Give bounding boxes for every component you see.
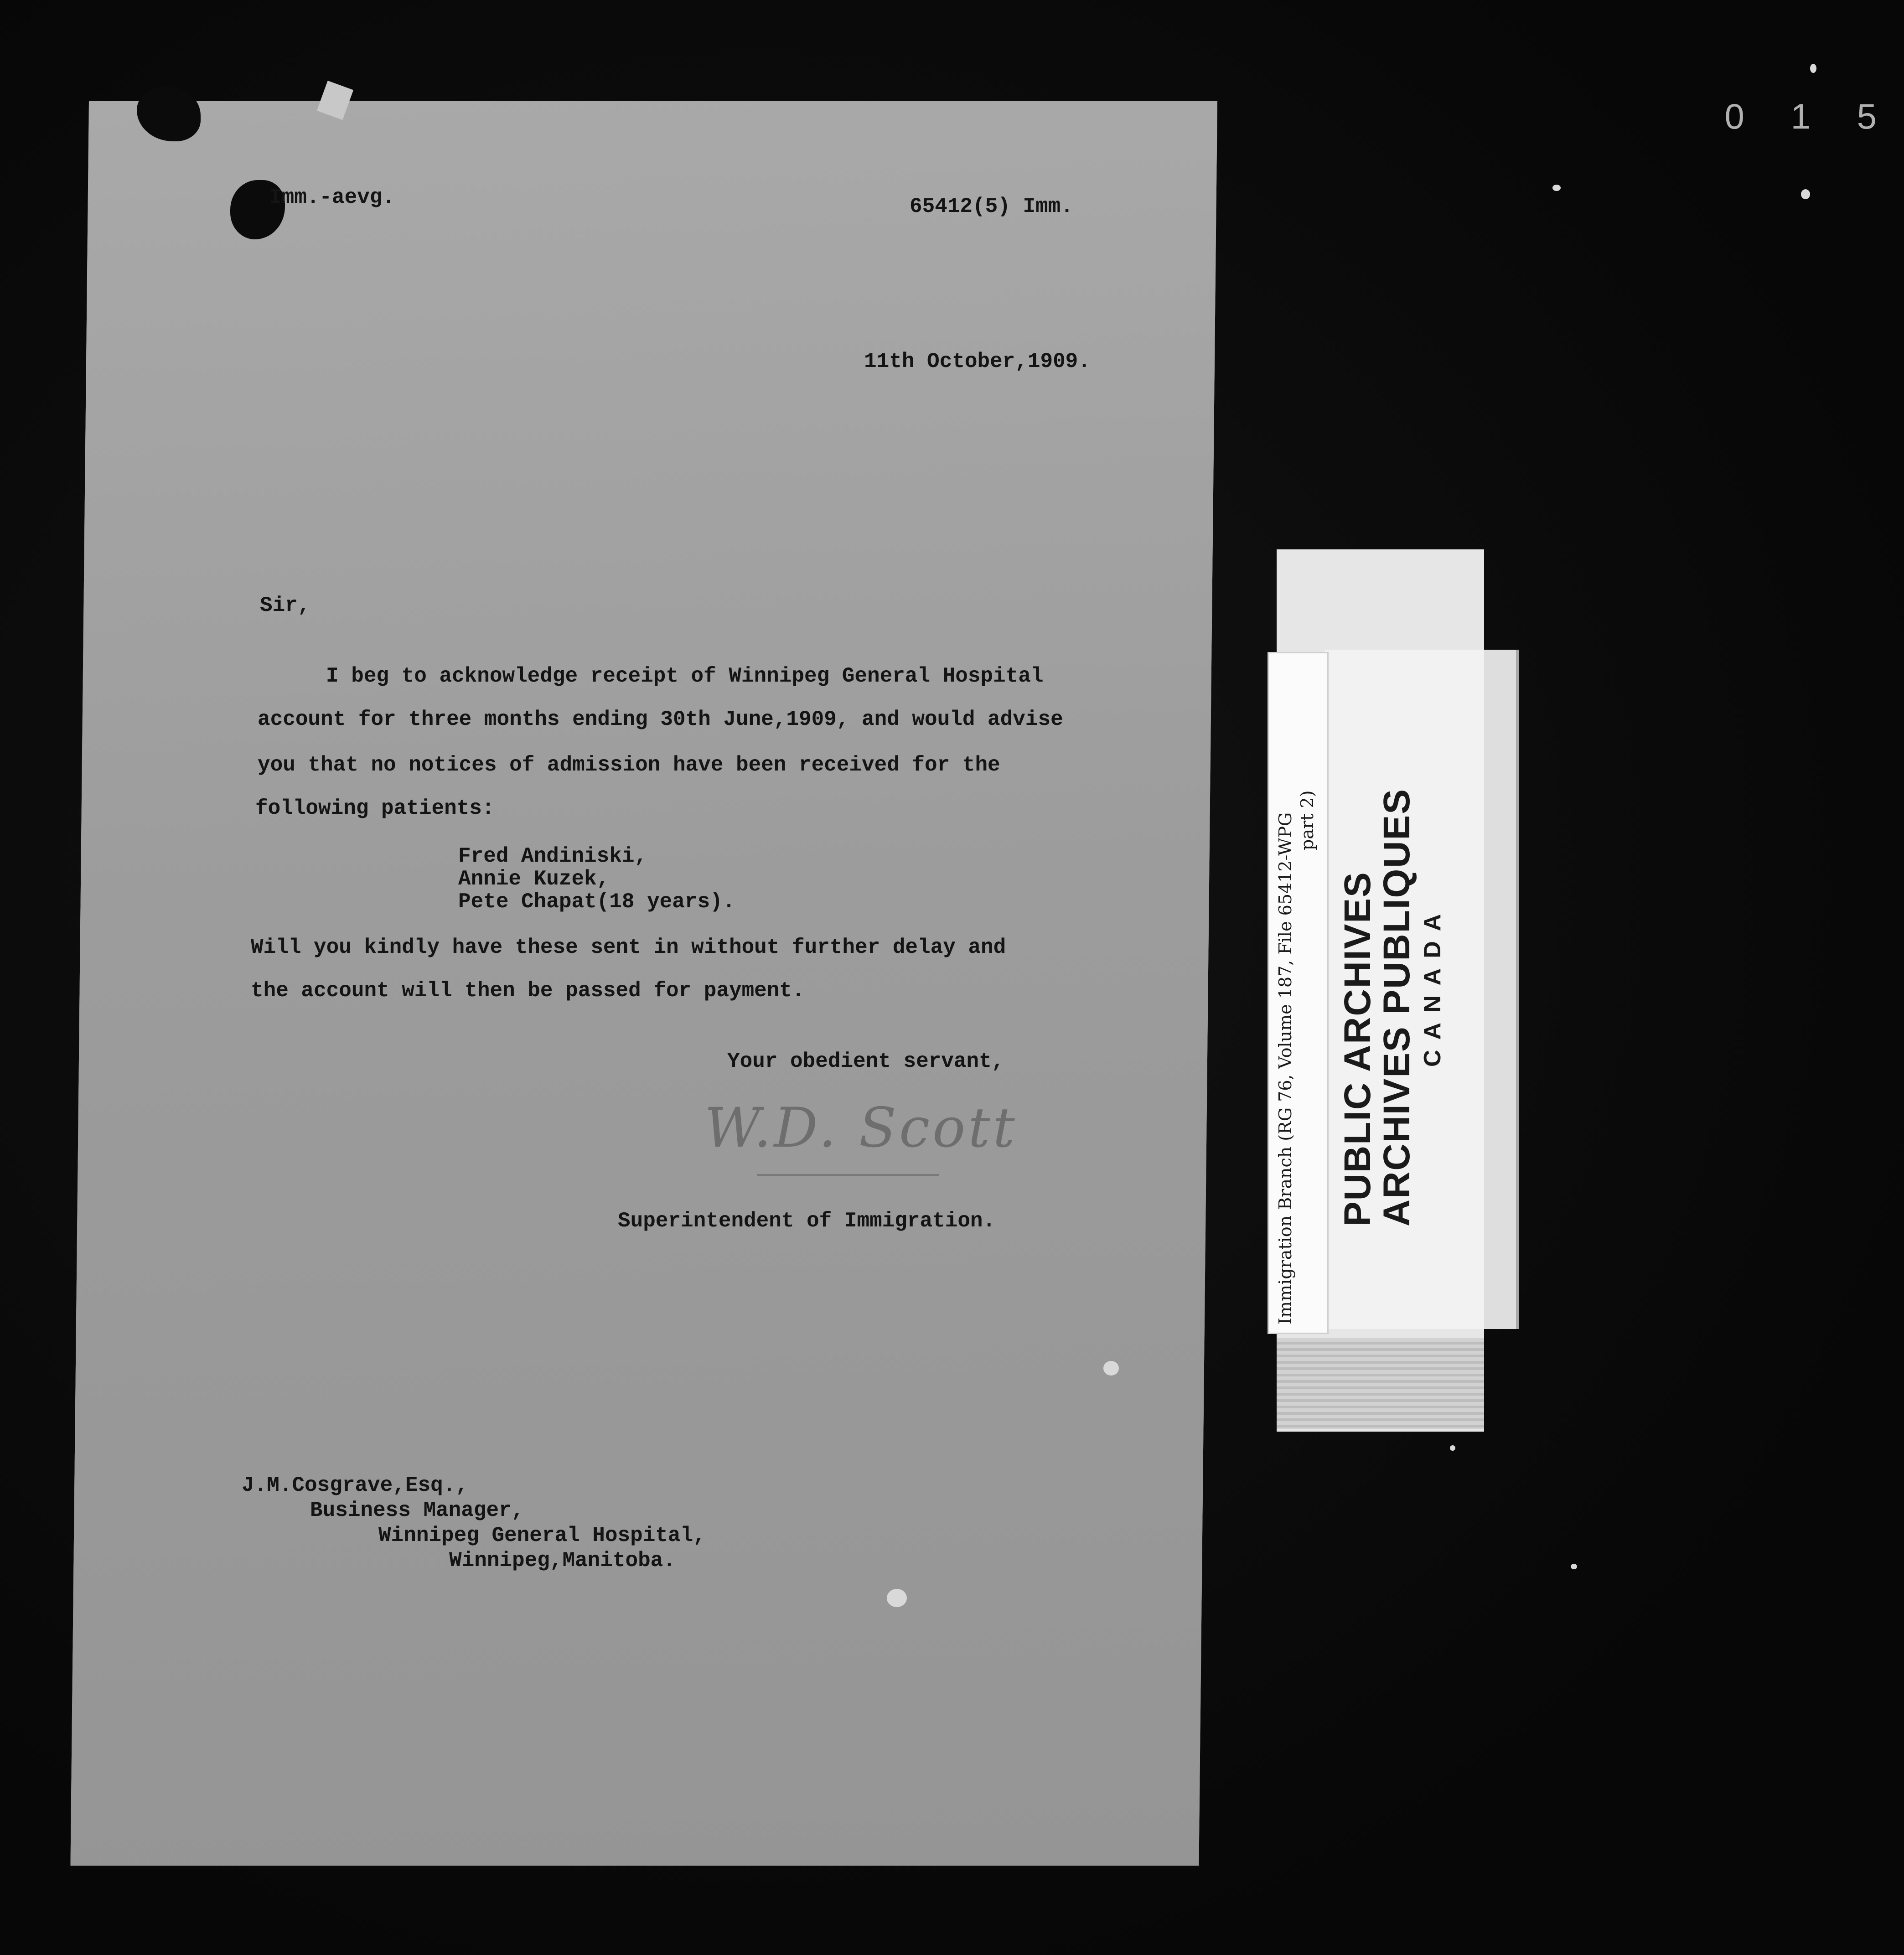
archive-label-side: [1484, 650, 1519, 1329]
archive-country: CANADA: [1419, 904, 1446, 1067]
reference-tag-text: [1274, 659, 1318, 1324]
body-line: Will you kindly have these sent in without further delay and: [251, 936, 1006, 959]
address-line: Winnipeg,Manitoba.: [449, 1549, 676, 1572]
film-speck: [1810, 64, 1816, 73]
film-speck: [1801, 189, 1810, 199]
frame-number: 0 1 5: [1724, 96, 1895, 136]
archive-name-en: PUBLIC ARCHIVES: [1337, 871, 1378, 1226]
letter-date: 11th October,1909.: [864, 350, 1091, 373]
film-speck: [1450, 1445, 1455, 1451]
film-speck: [887, 1589, 907, 1607]
body-line: I beg to acknowledge receipt of Winnipeg General Hospital: [326, 664, 1044, 688]
body-line: you that no notices of admission have been received for the: [258, 753, 1000, 777]
reference-line: Immigration Branch (RG 76, Volume 187, File 65412-WPG: [1275, 812, 1295, 1324]
address-line: Winnipeg General Hospital,: [378, 1524, 706, 1547]
reference-line: part 2): [1297, 790, 1317, 850]
signature-underline: [757, 1174, 939, 1176]
file-reference: 65412(5) Imm.: [910, 195, 1073, 218]
archive-name-fr: ARCHIVES PUBLIQUES: [1376, 788, 1418, 1226]
archive-label-text: [1338, 743, 1449, 1226]
handwritten-signature: W.D. Scott: [704, 1096, 1018, 1160]
body-line: account for three months ending 30th June,1909, and would advise: [258, 708, 1063, 731]
salutation: Sir,: [260, 594, 310, 617]
address-line: J.M.Cosgrave,Esq.,: [242, 1474, 468, 1497]
file-initials: Imm.-aevg.: [269, 186, 395, 209]
patient-name: Fred Andiniski,: [458, 844, 647, 868]
body-line: the account will then be passed for payment.: [251, 979, 805, 1003]
film-speck: [1103, 1361, 1119, 1376]
patient-name: Annie Kuzek,: [458, 867, 610, 891]
valediction: Your obedient servant,: [727, 1050, 1004, 1073]
patient-name: Pete Chapat(18 years).: [458, 890, 735, 914]
signatory-title: Superintendent of Immigration.: [618, 1209, 996, 1233]
body-line: following patients:: [255, 796, 495, 820]
archive-label-edge: [1277, 1338, 1484, 1429]
film-speck: [1552, 185, 1561, 191]
film-speck: [1571, 1564, 1577, 1569]
address-line: Business Manager,: [310, 1499, 524, 1522]
